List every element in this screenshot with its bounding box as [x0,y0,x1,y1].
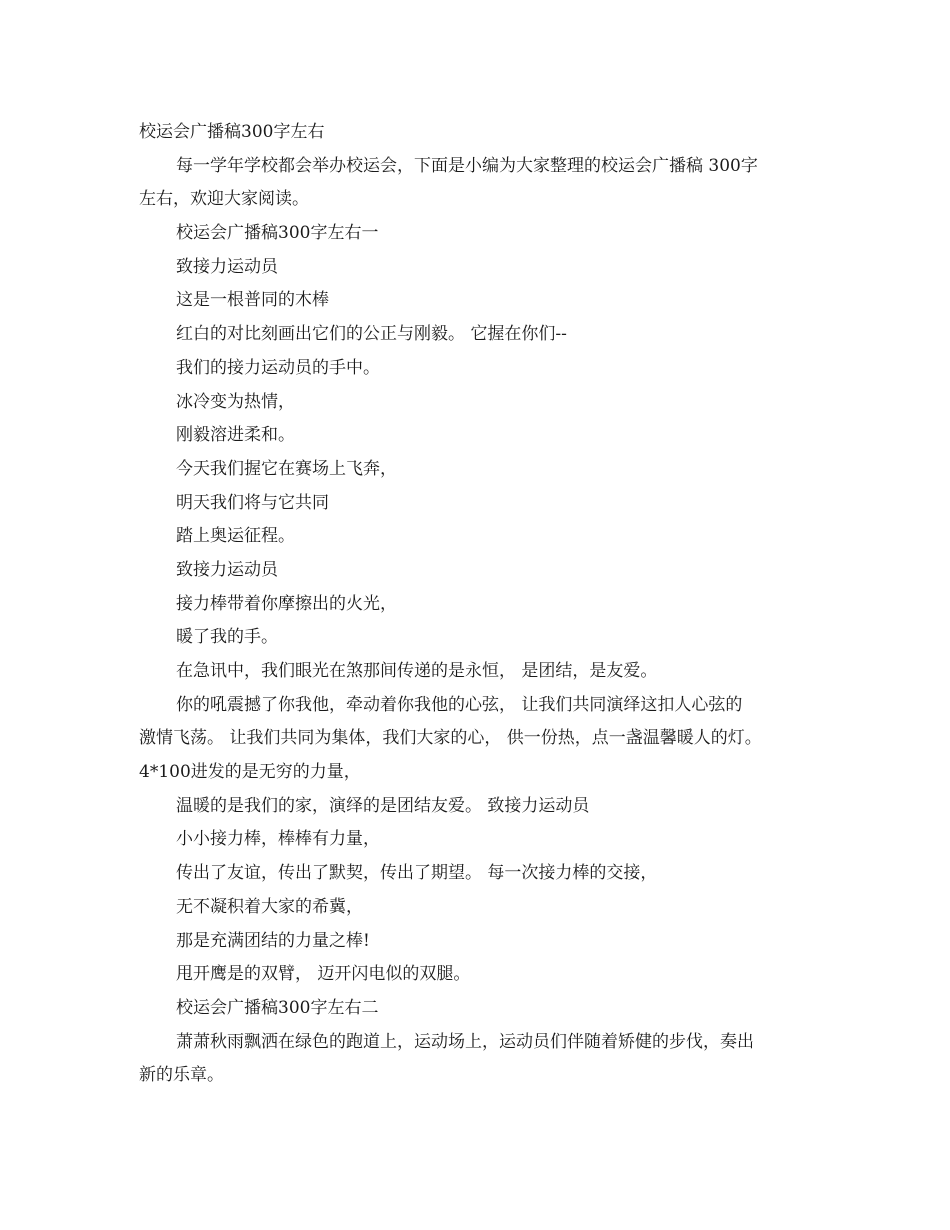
poem-line: 我们的接力运动员的手中。 [176,357,380,378]
poem-line: 这是一根普同的木棒 [176,290,329,311]
poem-heading: 致接力运动员 [176,256,278,277]
poem-line: 无不凝积着大家的希冀， [176,896,363,917]
poem-line: 刚毅溶进柔和。 [176,425,295,446]
poem-line: 你的吼震撼了你我他，牵动着你我他的心弦， 让我们共同演绎这扣人心弦的 [176,694,743,715]
document-body [139,116,829,1093]
poem-line: 那是充满团结的力量之棒! [176,930,370,951]
poem-line: 4*100进发的是无穷的力量， [139,762,361,783]
poem-line: 今天我们握它在赛场上飞奔， [176,458,397,479]
poem-line: 在急讯中，我们眼光在煞那间传递的是永恒， 是团结，是友爱。 [176,661,658,681]
poem-line: 激情飞荡。 让我们共同为集体，我们大家的心， 供一份热，点一盏温馨暖人的灯。 [139,728,762,749]
poem-line: 暖了我的手。 [176,627,278,648]
paragraph-line: 每一学年学校都会举办校运会，下面是小编为大家整理的校运会广播稿 300字 [176,155,758,176]
section-heading: 校运会广播稿300字左右二 [176,997,379,1018]
poem-line: 温暖的是我们的家，演绎的是团结友爱。 致接力运动员 [176,795,590,816]
paragraph-line: 萧萧秋雨飘洒在绿色的跑道上，运动场上，运动员们伴随着矫健的步伐，奏出 [176,1031,754,1052]
poem-line: 接力棒带着你摩擦出的火光， [176,593,397,614]
document-title: 校运会广播稿300字左右 [139,122,325,142]
section-heading: 校运会广播稿300字左右一 [176,223,379,244]
poem-line: 踏上奥运征程。 [176,526,295,547]
poem-line: 传出了友谊，传出了默契，传出了期望。 每一次接力棒的交接， [176,863,658,884]
poem-line: 明天我们将与它共同 [176,492,329,513]
poem-line: 红白的对比刻画出它们的公正与刚毅。 它握在你们-- [176,324,567,345]
paragraph-line: 左右，欢迎大家阅读。 [139,189,309,210]
poem-line: 冰冷变为热情， [176,391,295,412]
poem-heading: 致接力运动员 [176,559,278,580]
paragraph-line: 新的乐章。 [139,1065,224,1086]
poem-line: 小小接力棒，棒棒有力量， [176,829,380,850]
poem-line: 甩开鹰是的双臂， 迈开闪电似的双腿。 [176,964,471,985]
